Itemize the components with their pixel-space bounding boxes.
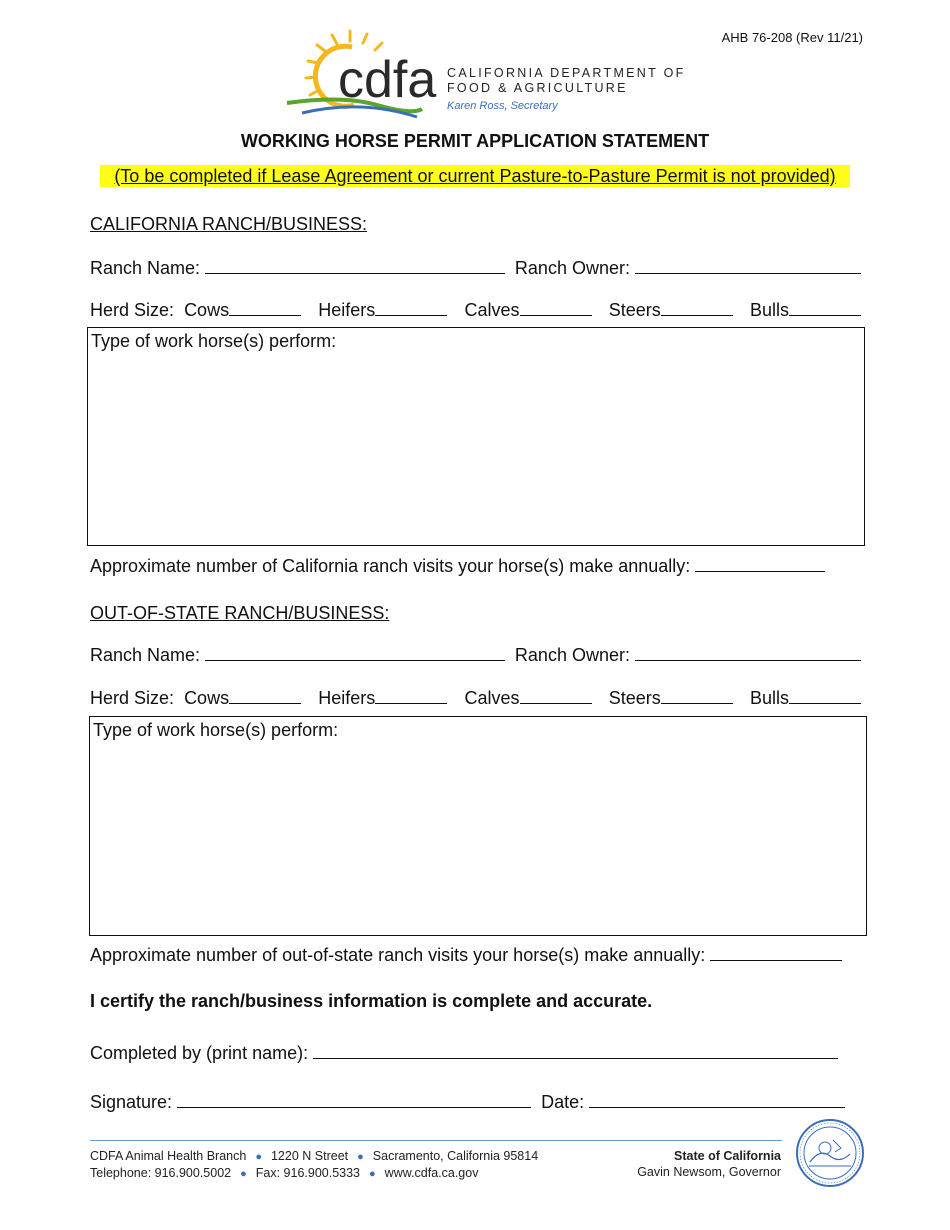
footer-branch: CDFA Animal Health Branch (90, 1149, 247, 1163)
footer-state-name: State of California (674, 1149, 781, 1163)
form-number: AHB 76-208 (Rev 11/21) (721, 30, 863, 45)
signature-field[interactable] (177, 1090, 531, 1108)
ca-ranch-name-field[interactable] (205, 256, 505, 274)
dept-line-1: CALIFORNIA DEPARTMENT OF (447, 66, 686, 80)
oos-ranch-owner-label: Ranch Owner: (514, 645, 630, 665)
oos-steers-field[interactable] (661, 686, 733, 704)
date-field[interactable] (589, 1090, 845, 1108)
ca-herd-row (90, 298, 861, 321)
california-section-heading: CALIFORNIA RANCH/BUSINESS: (90, 214, 368, 234)
oos-calves-field[interactable] (520, 686, 592, 704)
department-block (447, 66, 686, 112)
ca-bulls-field[interactable] (789, 298, 861, 316)
page-title: WORKING HORSE PERMIT APPLICATION STATEMENT (240, 131, 710, 151)
footer-street: 1220 N Street (270, 1149, 349, 1163)
oos-ranch-name-field[interactable] (205, 643, 505, 661)
oos-bulls-label: Bulls (749, 688, 789, 708)
ca-steers-label: Steers (608, 300, 661, 320)
footer-contact (90, 1148, 538, 1182)
oos-herd-size-label: Herd Size: (90, 688, 175, 708)
oos-heifers-label: Heifers (318, 688, 376, 708)
ca-cows-field[interactable] (229, 298, 301, 316)
oos-steers-label: Steers (608, 688, 661, 708)
oos-herd-row (90, 686, 861, 709)
ca-visits-row (90, 554, 825, 577)
bullet-icon: ● (357, 1151, 364, 1163)
ca-cows-label: Cows (184, 300, 230, 320)
oos-visits-label: Approximate number of out-of-state ranch visits your horse(s) make annually: (90, 945, 706, 965)
oos-visits-row (90, 943, 842, 966)
ca-ranch-row (90, 256, 861, 279)
completed-by-field[interactable] (313, 1041, 838, 1059)
oos-work-type-box[interactable] (89, 716, 867, 936)
certification-statement: I certify the ranch/business information is complete and accurate. (90, 991, 653, 1011)
bullet-icon: ● (255, 1151, 262, 1163)
ca-work-type-box[interactable] (87, 327, 865, 546)
footer-website[interactable]: www.cdfa.ca.gov (384, 1166, 479, 1180)
oos-work-type-label: Type of work horse(s) perform: (93, 720, 339, 740)
logo-wordmark: cdfa (338, 51, 437, 109)
ca-herd-size-label: Herd Size: (90, 300, 175, 320)
bullet-icon: ● (240, 1168, 247, 1180)
footer-divider (90, 1140, 782, 1141)
oos-visits-field[interactable] (710, 943, 842, 961)
ca-work-type-label: Type of work horse(s) perform: (91, 331, 337, 351)
oos-ranch-name-label: Ranch Name: (90, 645, 201, 665)
oos-cows-field[interactable] (229, 686, 301, 704)
instruction-note: (To be completed if Lease Agreement or current Pasture-to-Pasture Permit is not provided) (100, 165, 850, 187)
ca-heifers-field[interactable] (375, 298, 447, 316)
footer-city: Sacramento, California 95814 (372, 1149, 539, 1163)
ca-visits-label: Approximate number of California ranch visits your horse(s) make annually: (90, 556, 691, 576)
ca-calves-field[interactable] (520, 298, 592, 316)
ca-steers-field[interactable] (661, 298, 733, 316)
ca-bulls-label: Bulls (749, 300, 789, 320)
footer-telephone: Telephone: 916.900.5002 (90, 1166, 232, 1180)
oos-bulls-field[interactable] (789, 686, 861, 704)
oos-cows-label: Cows (184, 688, 230, 708)
completed-by-label: Completed by (print name): (90, 1043, 309, 1063)
footer-governor: Gavin Newsom, Governor (637, 1165, 781, 1179)
ca-ranch-owner-field[interactable] (635, 256, 861, 274)
ca-visits-field[interactable] (695, 554, 825, 572)
secretary-name: Karen Ross, Secretary (447, 100, 558, 112)
ca-calves-label: Calves (464, 300, 520, 320)
oos-ranch-row (90, 643, 861, 666)
oos-heifers-field[interactable] (375, 686, 447, 704)
bullet-icon: ● (369, 1168, 376, 1180)
ca-ranch-owner-label: Ranch Owner: (514, 258, 630, 278)
state-seal-icon (795, 1118, 865, 1188)
date-label: Date: (541, 1092, 585, 1112)
dept-line-2: FOOD & AGRICULTURE (447, 81, 628, 95)
footer-state (637, 1148, 781, 1180)
oos-calves-label: Calves (464, 688, 520, 708)
ca-ranch-name-label: Ranch Name: (90, 258, 201, 278)
signature-row (90, 1090, 845, 1113)
footer-fax: Fax: 916.900.5333 (255, 1166, 361, 1180)
signature-label: Signature: (90, 1092, 173, 1112)
ca-heifers-label: Heifers (318, 300, 376, 320)
completed-by-row (90, 1041, 838, 1064)
out-of-state-section-heading: OUT-OF-STATE RANCH/BUSINESS: (90, 603, 390, 623)
oos-ranch-owner-field[interactable] (635, 643, 861, 661)
